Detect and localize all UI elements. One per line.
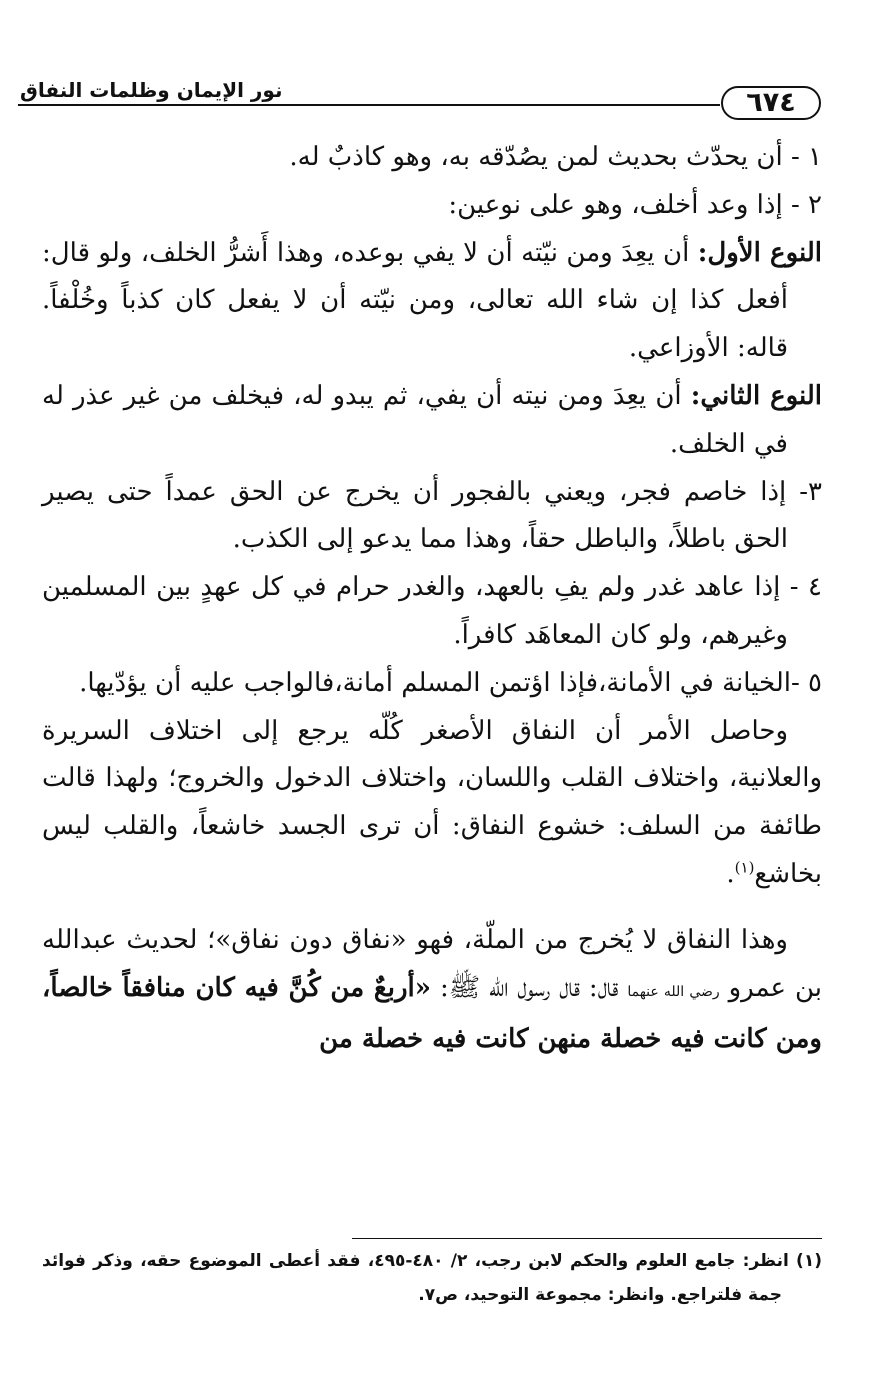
main-text — [42, 134, 822, 1064]
honorific: رضي الله عنهما — [627, 983, 720, 1000]
footnote-reference: (١) — [734, 858, 755, 877]
running-title: نور الإيمان وظلمات النفاق — [20, 78, 283, 102]
hadith-intro: وهذا النفاق لا يُخرج من الملّة، فهو «نفاق دون نفاق»؛ لحديث عبدالله بن عمرو — [42, 924, 823, 1003]
hadith-quote: «أربعٌ من كُنَّ فيه كان منافقاً خالصاً، ومن كانت فيه خصلة منهن كانت فيه خصلة من — [42, 972, 822, 1055]
list-item-3: ٣- إذا خاصم فجر، ويعني بالفجور أن يخرج عن الحق عمداً حتى يصير الحق باطلاً، والباطل حقاً، وهذا مما يدعو إلى الكذب. — [42, 476, 822, 555]
hadith-paragraph — [42, 917, 822, 1064]
footnote-separator — [352, 1238, 822, 1239]
footnote-1: (١) انظر: جامع العلوم والحكم لابن رجب، ٢/ ٤٨٠-٤٩٥، فقد أعطى الموضوع حقه، وذكر فوائد جمة فلتراجع. وانظر: مجموعة التوحيد، ص٧. — [42, 1251, 822, 1305]
summary-end: . — [726, 858, 735, 889]
footnotes — [42, 1244, 822, 1312]
type-two-term: النوع الثاني: — [690, 380, 823, 411]
type-one-text: أن يعِدَ ومن نيّته أن لا يفي بوعده، وهذا أَشرُّ الخلف، ولو قال: أفعل كذا إن شاء الله تعالى، ومن نيّته أن لا يفعل كان كذباً وخُلْفاً. قاله: الأوزاعي. — [42, 237, 788, 364]
page-number: ٦٧٤ — [746, 87, 796, 118]
summary-text: وحاصل الأمر أن النفاق الأصغر كُلّه يرجع إلى اختلاف السريرة والعلانية، واختلاف القلب واللسان، واختلاف الدخول والخروج؛ ولهذا قالت طائفة من السلف: خشوع النفاق: أن ترى الجسد خاشعاً، والقلب ليس بخاشع — [42, 715, 822, 889]
type-two-paragraph — [42, 373, 822, 469]
list-item-2: ٢ - إذا وعد أخلف، وهو على نوعين: — [448, 189, 822, 220]
hadith-attribution: قال: قال رسول الله ﷺ: — [431, 972, 628, 1003]
summary-paragraph — [42, 708, 822, 899]
list-item-1: ١ - أن يحدّث بحديث لمن يصُدّقه به، وهو كاذبٌ له. — [289, 142, 822, 172]
list-item-5: ٥ -الخيانة في الأمانة،فإذا اؤتمن المسلم أمانة،فالواجب عليه أن يؤدّيها. — [79, 667, 822, 698]
type-one-paragraph — [42, 230, 822, 373]
type-one-term: النوع الأول: — [697, 237, 822, 268]
list-item-4: ٤ - إذا عاهد غدر ولم يفِ بالعهد، والغدر حرام في كل عهدٍ بين المسلمين وغيرهم، ولو كان المعاهَد كافراً. — [42, 572, 822, 650]
type-two-text: أن يعِدَ ومن نيته أن يفي، ثم يبدو له، فيخلف من غير عذر له في الخلف. — [42, 380, 788, 459]
